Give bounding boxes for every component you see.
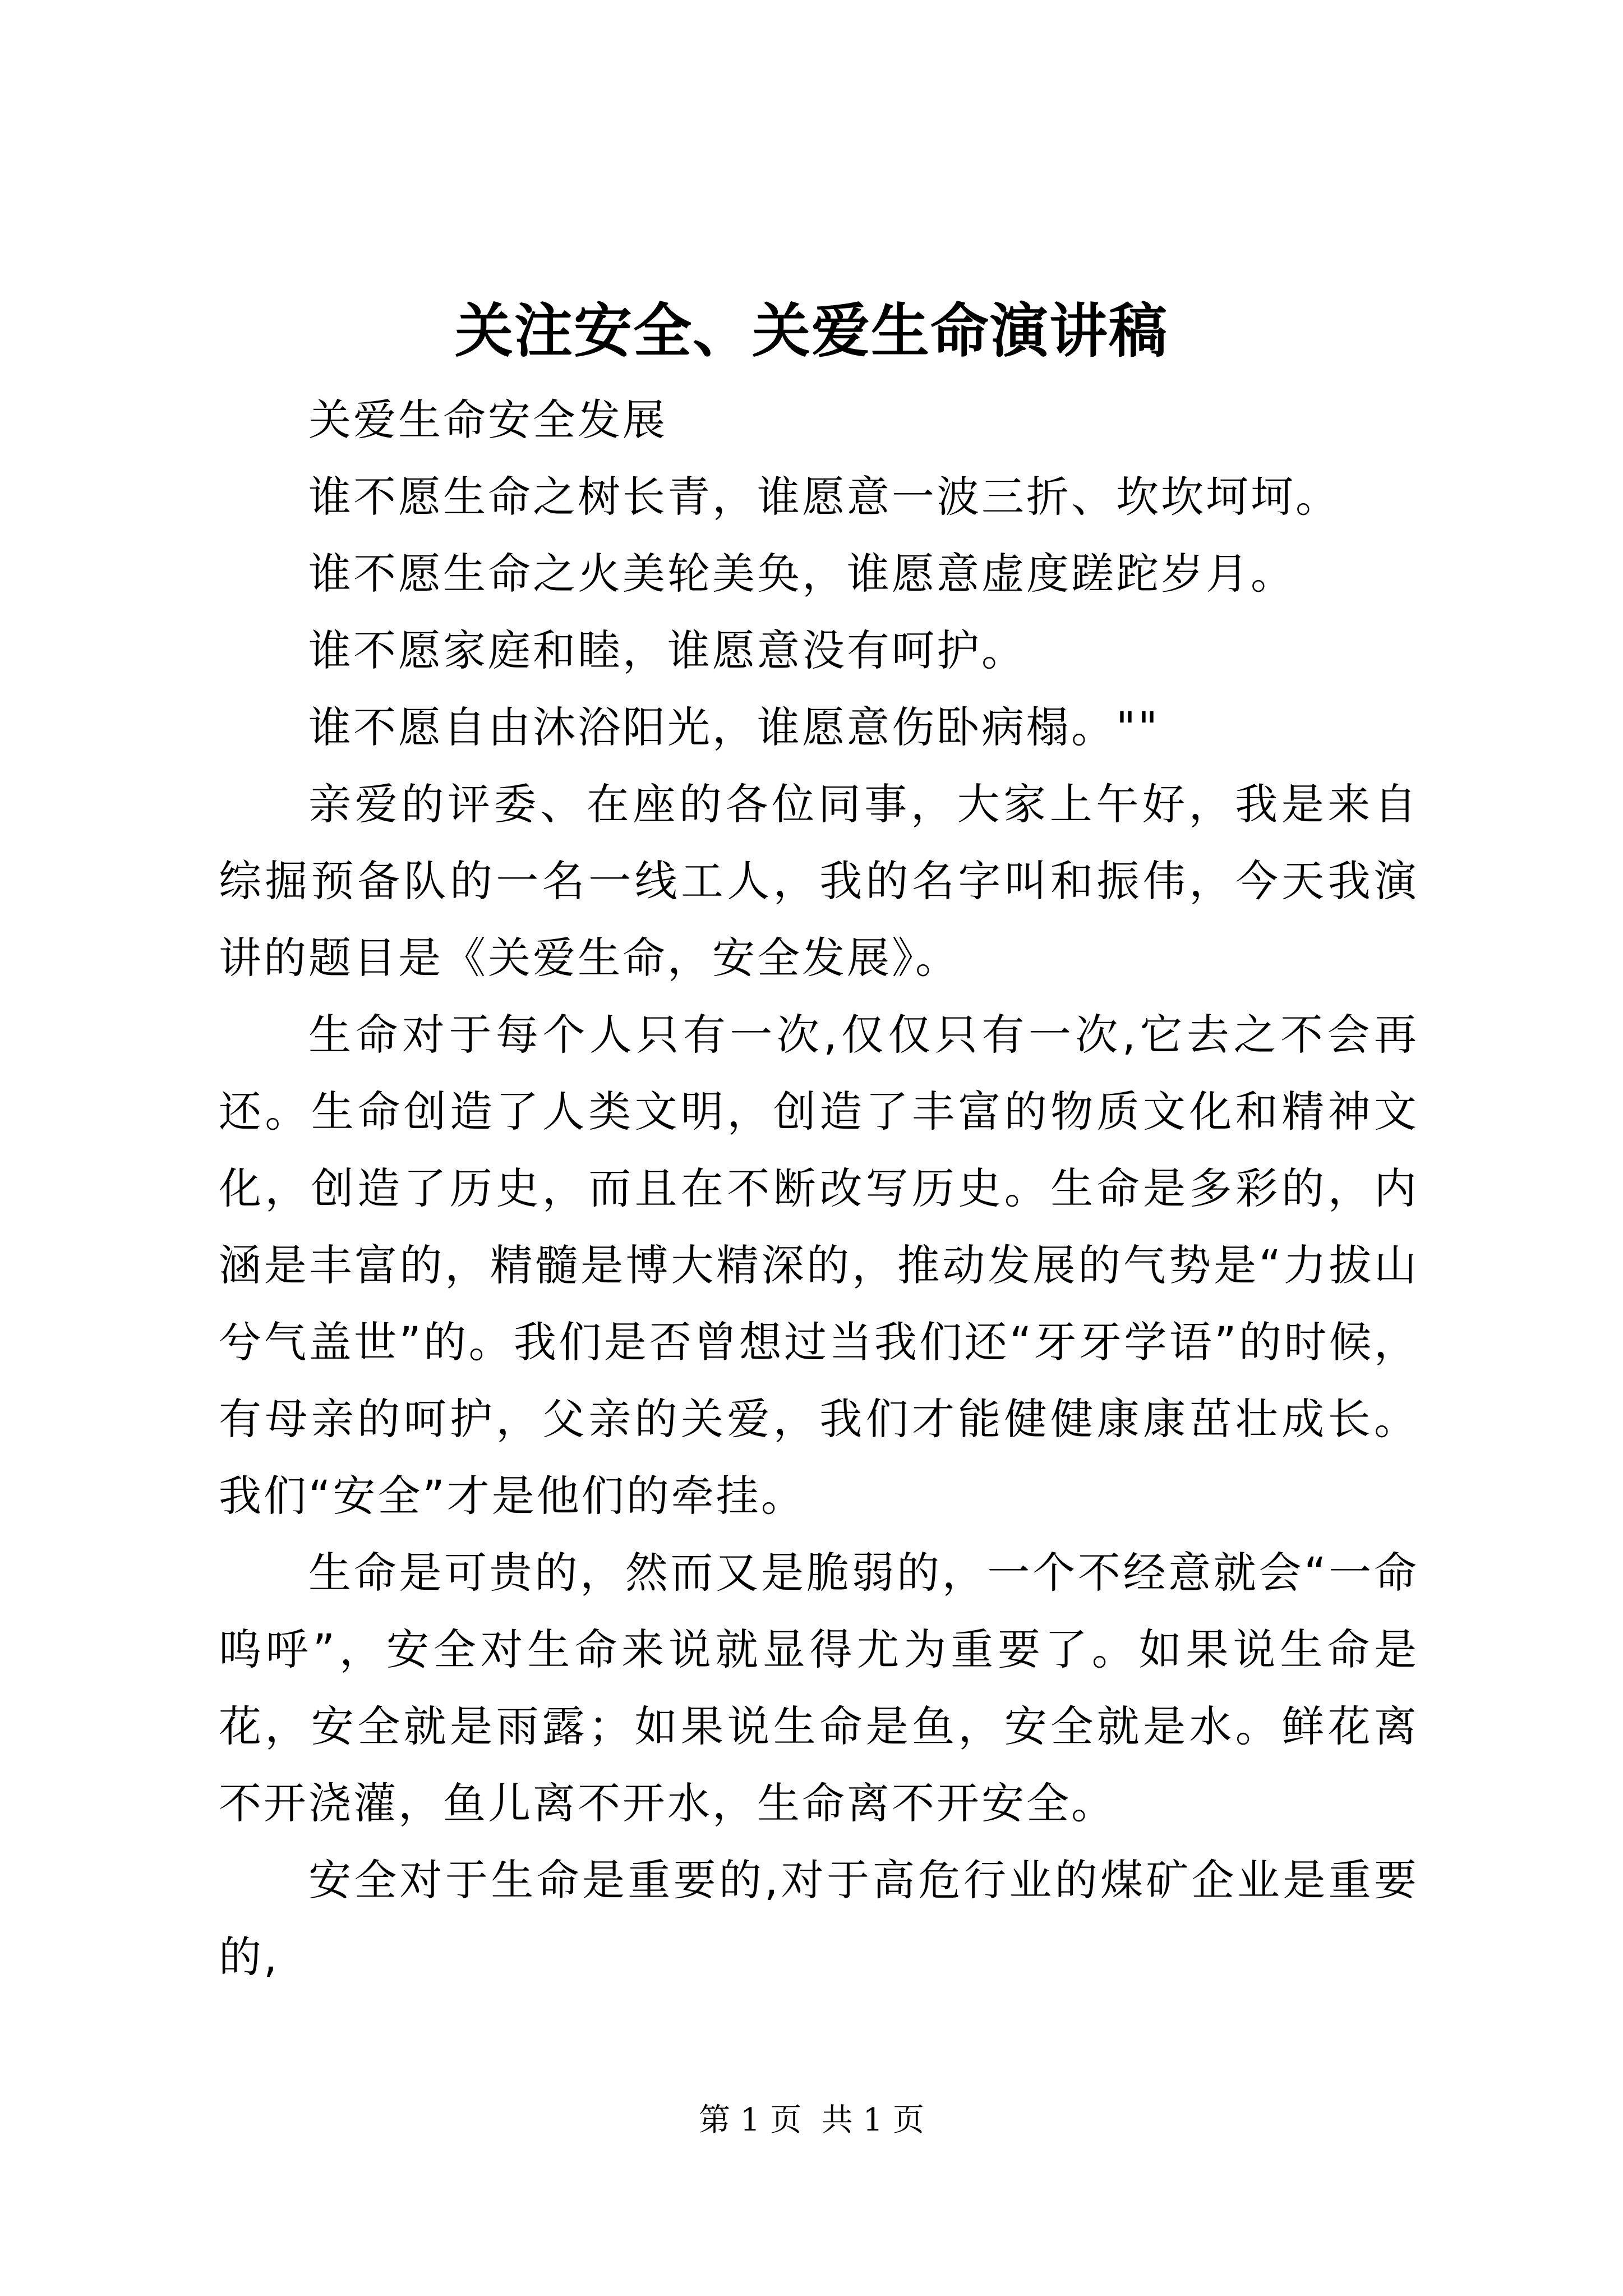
paragraph: 生命是可贵的，然而又是脆弱的，一个不经意就会“一命呜呼”，安全对生命来说就显得尤为重要了。如果说生命是花，安全就是雨露；如果说生命是鱼，安全就是水。鲜花离不开浇灌，鱼儿离不开水，生命离不开安全。 [219, 1548, 1419, 1828]
paragraph: 生命对于每个人只有一次,仅仅只有一次,它去之不会再还。生命创造了人类文明，创造了丰富的物质文化和精神文化，创造了历史，而且在不断改写历史。生命是多彩的，内涵是丰富的，精髓是博大精深的，推动发展的气势是“力拔山兮气盖世”的。我们是否曾想过当我们还“牙牙学语”的时候，有母亲的呵护，父亲的关爱，我们才能健健康康茁壮成长。我们“安全”才是他们的牵挂。 [219, 1010, 1419, 1521]
paragraph: 关爱生命安全发展 [308, 395, 667, 445]
paragraph: 亲爱的评委、在座的各位同事，大家上午好，我是来自综掘预备队的一名一线工人，我的名字叫和振伟，今天我演讲的题目是《关爱生命，安全发展》。 [219, 779, 1419, 983]
document-body [219, 381, 1419, 1995]
paragraph: 安全对于生命是重要的,对于高危行业的煤矿企业是重要的, [219, 1855, 1419, 1982]
page-footer [0, 2098, 1623, 2143]
paragraph: 谁不愿生命之树长青，谁愿意一波三折、坎坎坷坷。 [308, 472, 1340, 522]
paragraph: 谁不愿家庭和睦，谁愿意没有呵护。 [308, 625, 1026, 675]
paragraph: 谁不愿自由沐浴阳光，谁愿意伤卧病榻。"" [308, 702, 1160, 752]
document-title: 关注安全、关爱生命演讲稿 [454, 296, 1168, 365]
page-number: 第 1 页 共 1 页 [698, 2102, 925, 2138]
paragraph: 谁不愿生命之火美轮美奂，谁愿意虚度蹉跎岁月。 [308, 549, 1295, 599]
